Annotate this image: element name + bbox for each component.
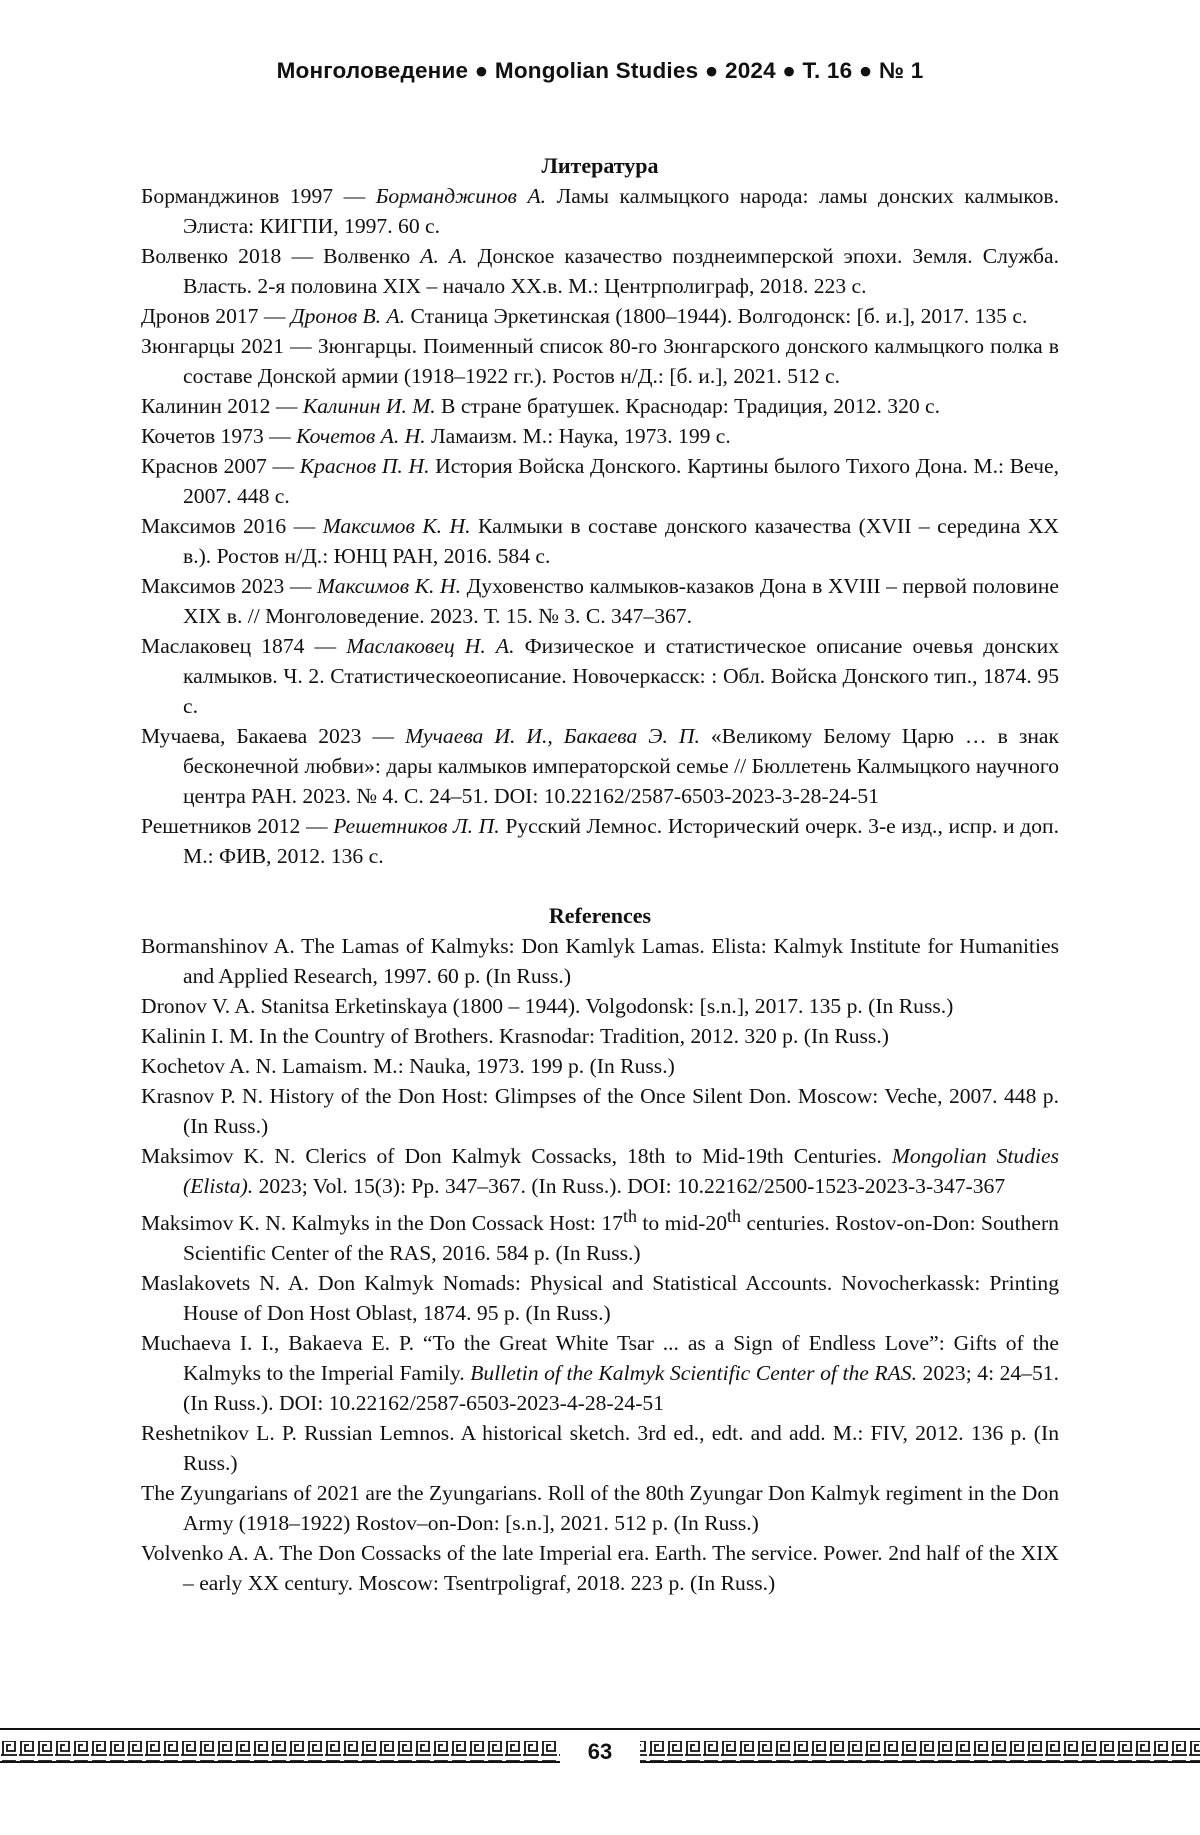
reference-entry — [141, 1268, 1059, 1328]
italic-segment: Mongolian Studies (Elista). — [183, 1144, 1059, 1198]
reference-entry — [141, 1141, 1059, 1201]
superscript: th — [622, 1206, 637, 1226]
italic-segment: Мучаева И. И., Бакаева Э. П. — [405, 724, 700, 748]
text-segment: centuries. Rostov-on-Don: Southern Scientific Center of the RAS, 2016. 584 p. (In Russ.) — [183, 1211, 1059, 1266]
page-content — [141, 151, 1059, 1598]
text-segment: Volvenko A. A. The Don Cossacks of the late Imperial era. Earth. The service. Power. 2nd half of the XIX – early XX century. Moscow: Tsentrpoligraf, 2018. 223 p. (In Russ.) — [141, 1541, 1059, 1596]
page-number: 63 — [560, 1740, 640, 1764]
reference-entry — [141, 1021, 1059, 1051]
text-segment: Максимов 2016 — — [141, 514, 323, 538]
text-segment: Максимов 2023 — — [141, 574, 318, 598]
reference-entry — [141, 1201, 1059, 1268]
literature-heading: Литература — [541, 153, 659, 178]
literature-entry — [141, 511, 1059, 571]
text-segment: Волвенко 2018 — Волвенко — [141, 244, 421, 268]
reference-entry — [141, 1538, 1059, 1598]
superscript: th — [727, 1206, 742, 1226]
text-segment: Мучаева, Бакаева 2023 — — [141, 724, 406, 748]
text-segment: Краснов 2007 — — [141, 454, 300, 478]
text-segment: Физическое и статистическое описание очевья донских калмыков. Ч. 2. Статистическоеописание. Новочеркасск: : Обл. Войска Донского тип., 1874. 95 с. — [183, 634, 1060, 718]
text-segment: Muchaeva I. I., Bakaeva E. P. “To the Great White Tsar ... as a Sign of Endless Love”: Gifts of the Kalmyks to the Imperial Family. — [141, 1331, 1059, 1386]
text-segment: Русский Лемнос. Исторический очерк. 3-е изд., испр. и доп. М.: ФИВ, 2012. 136 с. — [183, 814, 1059, 868]
text-segment: Борманджинов 1997 — — [141, 184, 376, 208]
text-segment: Ламаизм. М.: Наука, 1973. 199 с. — [425, 424, 731, 448]
italic-segment: Максимов К. Н. — [322, 514, 471, 538]
text-segment: Krasnov P. N. History of the Don Host: Glimpses of the Once Silent Don. Moscow: Veche, 2007. 448 p. (In Russ.) — [141, 1084, 1059, 1138]
text-segment: to mid-20 — [636, 1211, 727, 1236]
text-segment: Калмыки в составе донского казачества (XVII – середина XX в.). Ростов н/Д.: ЮНЦ РАН, 2016. 584 с. — [183, 514, 1060, 568]
text-segment: Bormanshinov A. The Lamas of Kalmyks: Don Kamlyk Lamas. Elista: Kalmyk Institute for Humanities and Applied Research, 1997. 60 p. (In Russ.) — [141, 934, 1059, 988]
literature-entry — [141, 721, 1059, 811]
italic-segment: Борманджинов А. — [375, 184, 547, 208]
text-segment: Калинин 2012 — — [141, 394, 303, 418]
italic-segment: Bulletin of the Kalmyk Scientific Center of the RAS. — [470, 1361, 917, 1386]
text-segment: Кочетов 1973 — — [141, 424, 297, 448]
italic-segment: Дронов В. А. — [290, 304, 406, 328]
literature-entry — [141, 391, 1059, 421]
literature-entry — [141, 811, 1059, 871]
text-segment: Maksimov K. N. Clerics of Don Kalmyk Cossacks, 18th to Mid-19th Centuries. — [141, 1144, 892, 1168]
italic-segment: Максимов К. Н. — [317, 574, 462, 598]
italic-segment: Кочетов А. Н. — [296, 424, 426, 448]
references-heading: References — [548, 903, 652, 928]
reference-entry — [141, 991, 1059, 1021]
text-segment: Маслаковец 1874 — — [141, 634, 347, 658]
running-head: Монголоведение ● Mongolian Studies ● 2024 ● Т. 16 ● № 1 — [276, 58, 924, 83]
literature-entry — [141, 241, 1059, 301]
italic-segment: Краснов П. Н. — [299, 454, 430, 478]
text-segment: Reshetnikov L. P. Russian Lemnos. A historical sketch. 3rd ed., edt. and add. M.: FIV, 2012. 136 p. (In Russ.) — [141, 1421, 1059, 1476]
reference-entry — [141, 1328, 1059, 1418]
text-segment: Дронов 2017 — — [141, 304, 291, 328]
footer-rule — [0, 1728, 1200, 1730]
italic-segment: А. А. — [420, 244, 468, 268]
text-segment: История Войска Донского. Картины былого Тихого Дона. М.: Вече, 2007. 448 с. — [183, 454, 1059, 508]
reference-entry — [141, 1418, 1059, 1478]
italic-segment: Маслаковец Н. А. — [346, 634, 515, 658]
literature-entry — [141, 301, 1059, 331]
literature-entry — [141, 571, 1059, 631]
literature-entry — [141, 181, 1059, 241]
text-segment: Kalinin I. M. In the Country of Brothers. Krasnodar: Tradition, 2012. 320 p. (In Russ.) — [141, 1024, 889, 1048]
italic-segment: Решетников Л. П. — [333, 814, 500, 838]
literature-entry — [141, 631, 1059, 721]
text-segment: В стране братушек. Краснодар: Традиция, 2012. 320 с. — [435, 394, 941, 418]
text-segment: Духовенство калмыков-казаков Дона в XVIII – первой половине XIX в. // Монголоведение. 2023. Т. 15. № 3. С. 347–367. — [183, 574, 1059, 628]
references-list — [141, 931, 1059, 1598]
text-segment: «Великому Белому Царю … в знак бесконечной любви»: дары калмыков императорской семье // Бюллетень Калмыцкого научного центра РАН. 2023. № 4. С. 24–51. DOI: 10.22162/2587-6503-2023-3-28-24-51 — [183, 724, 1059, 808]
reference-entry — [141, 1081, 1059, 1141]
text-segment: Maslakovets N. A. Don Kalmyk Nomads: Physical and Statistical Accounts. Novocherkassk: Printing House of Don Host Oblast, 1874. 95 p. (In Russ.) — [141, 1271, 1059, 1326]
text-segment: 2023; 4: 24–51. (In Russ.). DOI: 10.22162/2587-6503-2023-4-28-24-51 — [183, 1361, 1059, 1416]
reference-entry — [141, 931, 1059, 991]
reference-entry — [141, 1478, 1059, 1538]
text-segment: 2023; Vol. 15(3): Pp. 347–367. (In Russ.). DOI: 10.22162/2500-1523-2023-3-347-367 — [253, 1174, 1006, 1198]
literature-entry — [141, 421, 1059, 451]
literature-entry — [141, 331, 1059, 391]
text-segment: Зюнгарцы 2021 — Зюнгарцы. Поименный список 80-го Зюнгарского донского калмыцкого полка в составе Донской армии (1918–1922 гг.). Ростов н/Д.: [б. и.], 2021. 512 с. — [141, 334, 1059, 388]
text-segment: Донское казачество позднеимперской эпохи. Земля. Служба. Власть. 2-я половина XIX – начало XX.в. М.: Центрполиграф, 2018. 223 с. — [183, 244, 1060, 298]
text-segment: Станица Эркетинская (1800–1944). Волгодонск: [б. и.], 2017. 135 с. — [405, 304, 1028, 328]
reference-entry — [141, 1051, 1059, 1081]
literature-list — [141, 181, 1059, 871]
text-segment: Dronov V. A. Stanitsa Erketinskaya (1800 – 1944). Volgodonsk: [s.n.], 2017. 135 p. (In Russ.) — [141, 994, 954, 1018]
text-segment: Решетников 2012 — — [141, 814, 334, 838]
text-segment: Ламы калмыцкого народа: ламы донских калмыков. Элиста: КИГПИ, 1997. 60 с. — [183, 184, 1059, 238]
text-segment: Maksimov K. N. Kalmyks in the Don Cossack Host: 17 — [141, 1211, 623, 1236]
text-segment: The Zyungarians of 2021 are the Zyungarians. Roll of the 80th Zyungar Don Kalmyk regiment in the Don Army (1918–1922) Rostov–on-Don: [s.n.], 2021. 512 p. (In Russ.) — [141, 1481, 1059, 1536]
italic-segment: Калинин И. М. — [302, 394, 436, 418]
text-segment: Kochetov A. N. Lamaism. M.: Nauka, 1973. 199 p. (In Russ.) — [141, 1054, 675, 1078]
literature-entry — [141, 451, 1059, 511]
